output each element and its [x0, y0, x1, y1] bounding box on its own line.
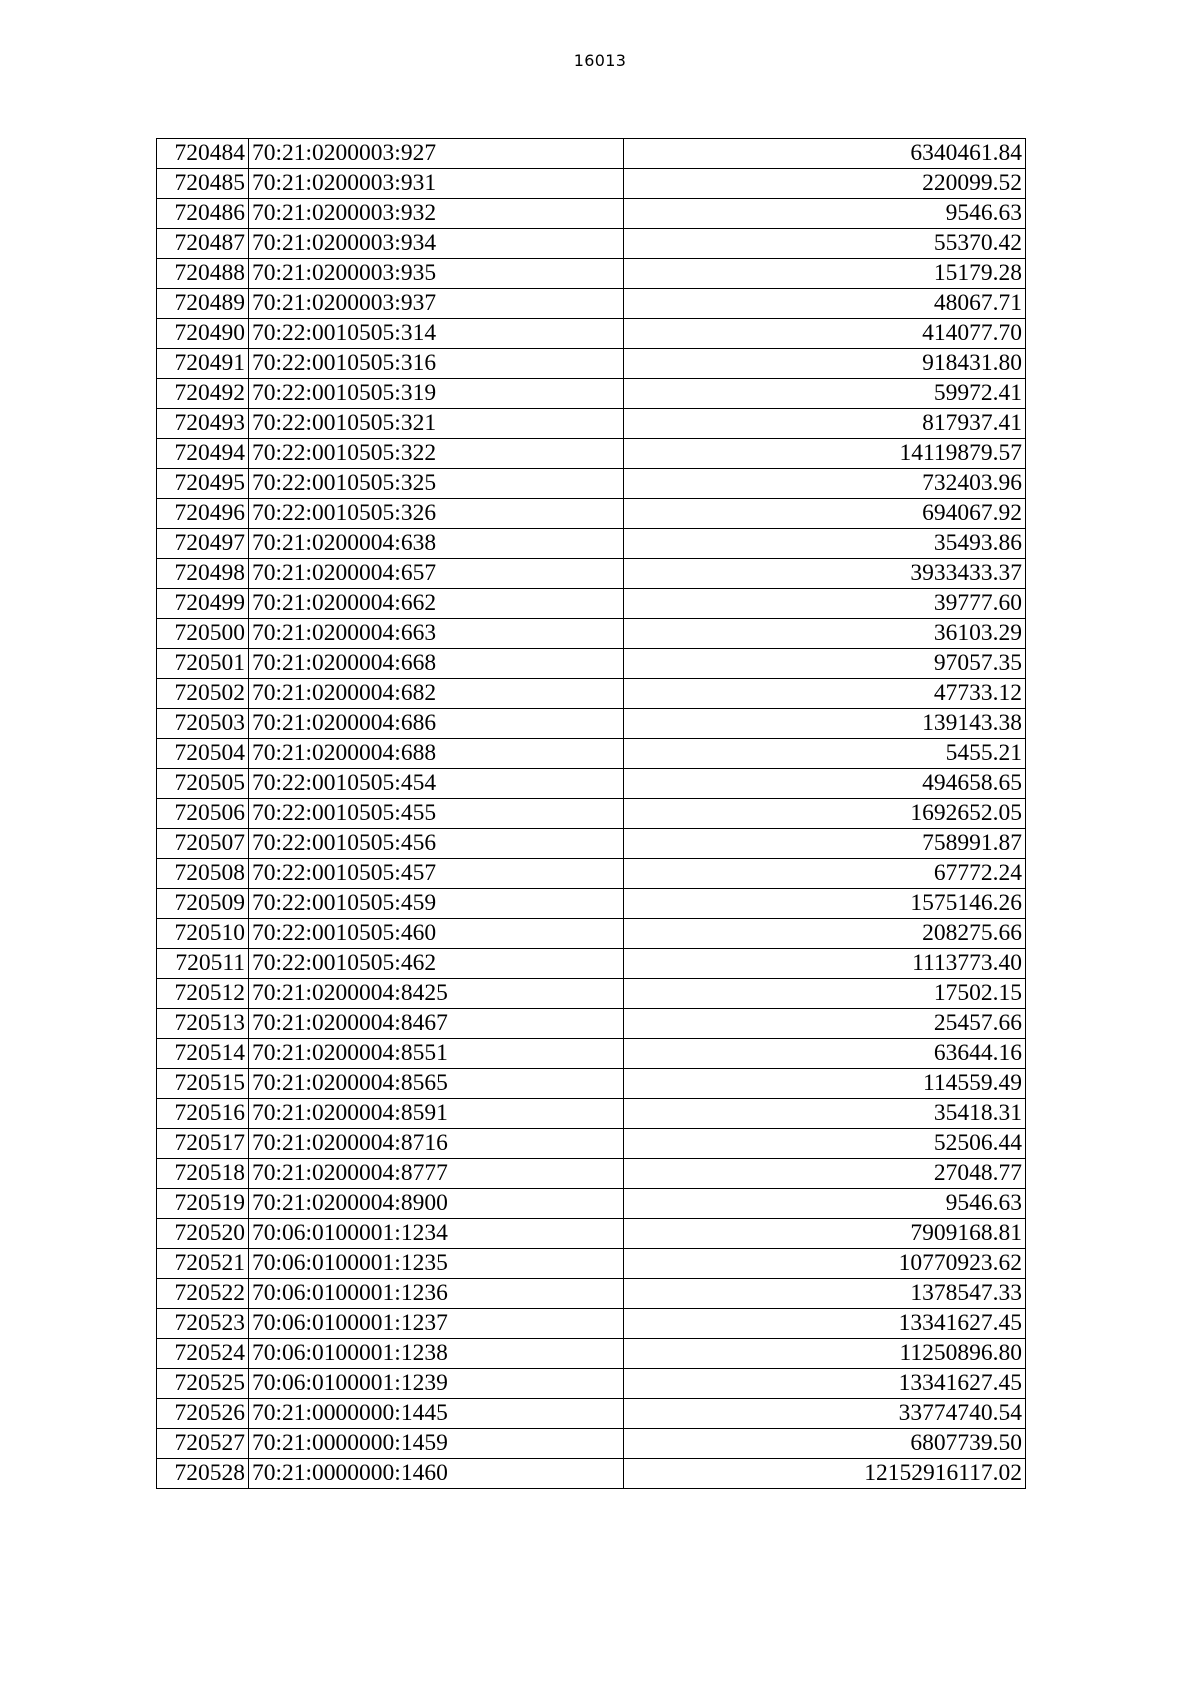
table-row: [157, 829, 1026, 859]
cadastral-number-cell: 70:21:0200004:663: [249, 619, 624, 649]
cadastral-number-cell: 70:21:0200004:8716: [249, 1129, 624, 1159]
row-id-cell: 720499: [157, 589, 249, 619]
row-id-cell: 720507: [157, 829, 249, 859]
cadastral-number-cell: 70:21:0200004:8900: [249, 1189, 624, 1219]
cadastral-value-cell: 55370.42: [624, 229, 1026, 259]
row-id-cell: 720519: [157, 1189, 249, 1219]
table-row: [157, 229, 1026, 259]
page-number: 16013: [573, 51, 627, 70]
cadastral-number-cell: 70:21:0200004:662: [249, 589, 624, 619]
cadastral-value-cell: 13341627.45: [624, 1309, 1026, 1339]
table-row: [157, 1309, 1026, 1339]
cadastral-value-cell: 494658.65: [624, 769, 1026, 799]
table-row: [157, 559, 1026, 589]
cadastral-value-cell: 817937.41: [624, 409, 1026, 439]
row-id-cell: 720528: [157, 1459, 249, 1489]
cadastral-number-cell: 70:21:0200004:8467: [249, 1009, 624, 1039]
cadastral-value-cell: 9546.63: [624, 199, 1026, 229]
cadastral-number-cell: 70:22:0010505:455: [249, 799, 624, 829]
cadastral-number-cell: 70:21:0200003:937: [249, 289, 624, 319]
row-id-cell: 720497: [157, 529, 249, 559]
cadastral-number-cell: 70:06:0100001:1239: [249, 1369, 624, 1399]
cadastral-number-cell: 70:21:0200003:935: [249, 259, 624, 289]
cadastral-number-cell: 70:22:0010505:457: [249, 859, 624, 889]
cadastral-number-cell: 70:22:0010505:326: [249, 499, 624, 529]
table-row: [157, 1189, 1026, 1219]
cadastral-value-cell: 27048.77: [624, 1159, 1026, 1189]
cadastral-value-cell: 48067.71: [624, 289, 1026, 319]
table-row: [157, 619, 1026, 649]
row-id-cell: 720516: [157, 1099, 249, 1129]
cadastral-value-cell: 7909168.81: [624, 1219, 1026, 1249]
cadastral-value-cell: 208275.66: [624, 919, 1026, 949]
table-row: [157, 769, 1026, 799]
table-row: [157, 1219, 1026, 1249]
table-row: [157, 1339, 1026, 1369]
table-row: [157, 469, 1026, 499]
table-row: [157, 379, 1026, 409]
row-id-cell: 720522: [157, 1279, 249, 1309]
cadastral-value-cell: 11250896.80: [624, 1339, 1026, 1369]
table-row: [157, 1429, 1026, 1459]
cadastral-value-cell: 6807739.50: [624, 1429, 1026, 1459]
cadastral-value-cell: 47733.12: [624, 679, 1026, 709]
cadastral-value-cell: 12152916117.02: [624, 1459, 1026, 1489]
table-row: [157, 919, 1026, 949]
cadastral-value-cell: 39777.60: [624, 589, 1026, 619]
table-row: [157, 1099, 1026, 1129]
cadastral-number-cell: 70:06:0100001:1237: [249, 1309, 624, 1339]
cadastral-value-cell: 15179.28: [624, 259, 1026, 289]
table-row: [157, 949, 1026, 979]
cadastral-value-cell: 5455.21: [624, 739, 1026, 769]
cadastral-value-cell: 694067.92: [624, 499, 1026, 529]
cadastral-number-cell: 70:21:0200004:688: [249, 739, 624, 769]
table-row: [157, 1459, 1026, 1489]
cadastral-number-cell: 70:21:0000000:1459: [249, 1429, 624, 1459]
row-id-cell: 720492: [157, 379, 249, 409]
table-row: [157, 889, 1026, 919]
table-row: [157, 979, 1026, 1009]
cadastral-number-cell: 70:21:0200004:8425: [249, 979, 624, 1009]
cadastral-number-cell: 70:21:0200004:8551: [249, 1039, 624, 1069]
row-id-cell: 720502: [157, 679, 249, 709]
row-id-cell: 720523: [157, 1309, 249, 1339]
cadastral-value-cell: 35418.31: [624, 1099, 1026, 1129]
cadastral-number-cell: 70:22:0010505:325: [249, 469, 624, 499]
cadastral-number-cell: 70:22:0010505:460: [249, 919, 624, 949]
table-row: [157, 1039, 1026, 1069]
cadastral-value-cell: 1692652.05: [624, 799, 1026, 829]
table-row: [157, 1129, 1026, 1159]
cadastral-number-cell: 70:22:0010505:321: [249, 409, 624, 439]
table-row: [157, 499, 1026, 529]
row-id-cell: 720503: [157, 709, 249, 739]
cadastral-number-cell: 70:21:0200004:8591: [249, 1099, 624, 1129]
table-row: [157, 589, 1026, 619]
row-id-cell: 720527: [157, 1429, 249, 1459]
row-id-cell: 720513: [157, 1009, 249, 1039]
table-row: [157, 409, 1026, 439]
cadastral-value-cell: 732403.96: [624, 469, 1026, 499]
cadastral-value-cell: 13341627.45: [624, 1369, 1026, 1399]
cadastral-number-cell: 70:21:0200004:657: [249, 559, 624, 589]
row-id-cell: 720501: [157, 649, 249, 679]
table-row: [157, 1369, 1026, 1399]
row-id-cell: 720500: [157, 619, 249, 649]
cadastral-number-cell: 70:21:0200004:668: [249, 649, 624, 679]
table-row: [157, 1159, 1026, 1189]
cadastral-value-cell: 17502.15: [624, 979, 1026, 1009]
cadastral-value-cell: 14119879.57: [624, 439, 1026, 469]
table-row: [157, 859, 1026, 889]
row-id-cell: 720511: [157, 949, 249, 979]
row-id-cell: 720515: [157, 1069, 249, 1099]
cadastral-value-table: [156, 138, 1026, 1489]
cadastral-number-cell: 70:21:0200004:686: [249, 709, 624, 739]
row-id-cell: 720524: [157, 1339, 249, 1369]
row-id-cell: 720525: [157, 1369, 249, 1399]
cadastral-number-cell: 70:21:0200004:8565: [249, 1069, 624, 1099]
cadastral-value-cell: 35493.86: [624, 529, 1026, 559]
table-row: [157, 1279, 1026, 1309]
row-id-cell: 720508: [157, 859, 249, 889]
cadastral-number-cell: 70:22:0010505:316: [249, 349, 624, 379]
table-row: [157, 529, 1026, 559]
table-row: [157, 349, 1026, 379]
cadastral-number-cell: 70:21:0200003:932: [249, 199, 624, 229]
table-row: [157, 289, 1026, 319]
cadastral-value-cell: 25457.66: [624, 1009, 1026, 1039]
cadastral-value-cell: 63644.16: [624, 1039, 1026, 1069]
row-id-cell: 720486: [157, 199, 249, 229]
row-id-cell: 720494: [157, 439, 249, 469]
table-row: [157, 1009, 1026, 1039]
row-id-cell: 720484: [157, 139, 249, 169]
table-row: [157, 319, 1026, 349]
cadastral-number-cell: 70:21:0200003:934: [249, 229, 624, 259]
row-id-cell: 720485: [157, 169, 249, 199]
cadastral-value-cell: 59972.41: [624, 379, 1026, 409]
cadastral-number-cell: 70:22:0010505:462: [249, 949, 624, 979]
cadastral-number-cell: 70:22:0010505:459: [249, 889, 624, 919]
row-id-cell: 720493: [157, 409, 249, 439]
table-body: [157, 139, 1026, 1489]
cadastral-value-cell: 10770923.62: [624, 1249, 1026, 1279]
row-id-cell: 720489: [157, 289, 249, 319]
cadastral-number-cell: 70:21:0200004:638: [249, 529, 624, 559]
row-id-cell: 720526: [157, 1399, 249, 1429]
table-row: [157, 679, 1026, 709]
table-row: [157, 169, 1026, 199]
cadastral-value-cell: 918431.80: [624, 349, 1026, 379]
table-row: [157, 799, 1026, 829]
row-id-cell: 720520: [157, 1219, 249, 1249]
cadastral-number-cell: 70:22:0010505:319: [249, 379, 624, 409]
cadastral-number-cell: 70:06:0100001:1238: [249, 1339, 624, 1369]
table-row: [157, 139, 1026, 169]
row-id-cell: 720504: [157, 739, 249, 769]
table-row: [157, 1249, 1026, 1279]
cadastral-value-cell: 6340461.84: [624, 139, 1026, 169]
cadastral-number-cell: 70:06:0100001:1234: [249, 1219, 624, 1249]
row-id-cell: 720495: [157, 469, 249, 499]
cadastral-value-cell: 52506.44: [624, 1129, 1026, 1159]
row-id-cell: 720517: [157, 1129, 249, 1159]
row-id-cell: 720521: [157, 1249, 249, 1279]
table-row: [157, 649, 1026, 679]
row-id-cell: 720488: [157, 259, 249, 289]
row-id-cell: 720505: [157, 769, 249, 799]
cadastral-value-cell: 414077.70: [624, 319, 1026, 349]
cadastral-value-cell: 36103.29: [624, 619, 1026, 649]
cadastral-value-cell: 114559.49: [624, 1069, 1026, 1099]
cadastral-value-cell: 1113773.40: [624, 949, 1026, 979]
cadastral-value-cell: 33774740.54: [624, 1399, 1026, 1429]
cadastral-value-cell: 9546.63: [624, 1189, 1026, 1219]
cadastral-value-cell: 67772.24: [624, 859, 1026, 889]
cadastral-number-cell: 70:22:0010505:322: [249, 439, 624, 469]
cadastral-value-cell: 1378547.33: [624, 1279, 1026, 1309]
cadastral-number-cell: 70:22:0010505:456: [249, 829, 624, 859]
row-id-cell: 720496: [157, 499, 249, 529]
table-row: [157, 259, 1026, 289]
table-row: [157, 739, 1026, 769]
row-id-cell: 720490: [157, 319, 249, 349]
row-id-cell: 720498: [157, 559, 249, 589]
cadastral-number-cell: 70:22:0010505:314: [249, 319, 624, 349]
cadastral-number-cell: 70:21:0200004:8777: [249, 1159, 624, 1189]
cadastral-number-cell: 70:21:0000000:1460: [249, 1459, 624, 1489]
cadastral-value-cell: 758991.87: [624, 829, 1026, 859]
row-id-cell: 720506: [157, 799, 249, 829]
cadastral-number-cell: 70:21:0000000:1445: [249, 1399, 624, 1429]
table-row: [157, 1069, 1026, 1099]
cadastral-number-cell: 70:06:0100001:1236: [249, 1279, 624, 1309]
cadastral-number-cell: 70:21:0200004:682: [249, 679, 624, 709]
row-id-cell: 720487: [157, 229, 249, 259]
cadastral-number-cell: 70:22:0010505:454: [249, 769, 624, 799]
table-row: [157, 439, 1026, 469]
row-id-cell: 720509: [157, 889, 249, 919]
row-id-cell: 720510: [157, 919, 249, 949]
table-row: [157, 199, 1026, 229]
table-row: [157, 709, 1026, 739]
cadastral-value-cell: 220099.52: [624, 169, 1026, 199]
cadastral-value-cell: 3933433.37: [624, 559, 1026, 589]
row-id-cell: 720512: [157, 979, 249, 1009]
row-id-cell: 720518: [157, 1159, 249, 1189]
cadastral-number-cell: 70:06:0100001:1235: [249, 1249, 624, 1279]
cadastral-value-cell: 97057.35: [624, 649, 1026, 679]
cadastral-value-cell: 139143.38: [624, 709, 1026, 739]
row-id-cell: 720491: [157, 349, 249, 379]
cadastral-number-cell: 70:21:0200003:927: [249, 139, 624, 169]
row-id-cell: 720514: [157, 1039, 249, 1069]
cadastral-value-cell: 1575146.26: [624, 889, 1026, 919]
table-row: [157, 1399, 1026, 1429]
cadastral-number-cell: 70:21:0200003:931: [249, 169, 624, 199]
